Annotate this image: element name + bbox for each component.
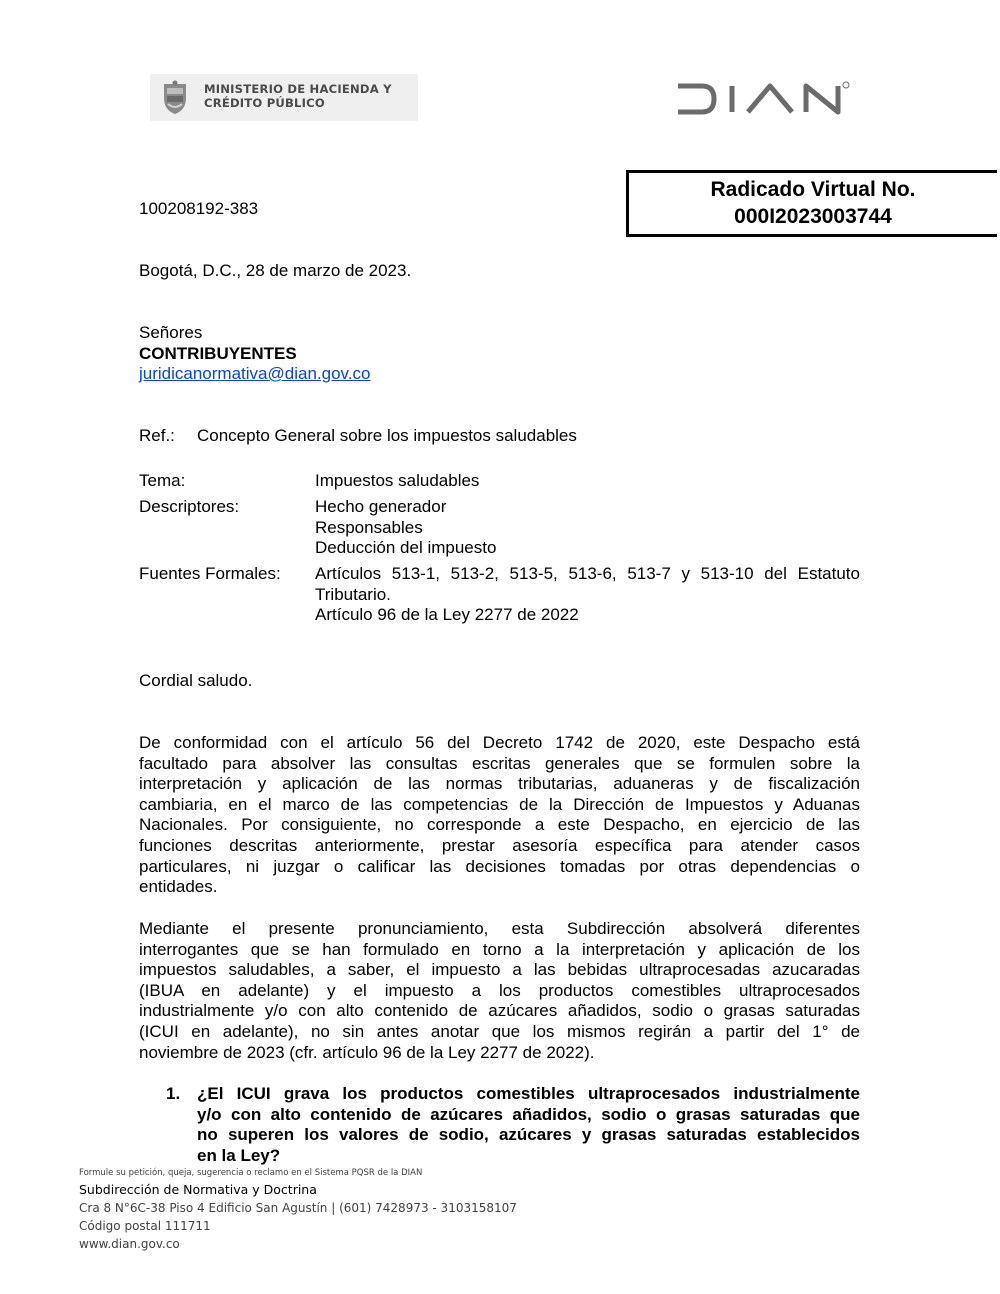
greeting: Cordial saludo. xyxy=(139,671,253,690)
ref-label: Ref.: xyxy=(139,426,175,445)
descriptor-item: Responsables xyxy=(315,518,423,537)
radicado-box xyxy=(626,170,997,237)
question-number: 1. xyxy=(166,1084,181,1103)
paragraph-line: Nacionales. Por consiguiente, no corresponde a este Despacho, en ejercicio de las xyxy=(139,815,860,835)
descriptor-item: Hecho generador xyxy=(315,497,447,516)
footer-office: Subdirección de Normativa y Doctrina xyxy=(79,1182,317,1197)
paragraph-line: entidades. xyxy=(139,877,218,897)
ministry-name-line1: MINISTERIO DE HACIENDA Y xyxy=(204,82,392,96)
ministry-logo xyxy=(150,74,418,121)
radicado-label: Radicado Virtual No. xyxy=(710,178,916,201)
descriptores-label: Descriptores: xyxy=(139,497,240,516)
footer-website-link[interactable]: www.dian.gov.co xyxy=(79,1237,180,1251)
ministry-name-line2: CRÉDITO PÚBLICO xyxy=(204,96,325,110)
reference-number: 100208192-383 xyxy=(139,199,259,218)
fuentes-line: Artículo 96 de la Ley 2277 de 2022 xyxy=(315,605,579,624)
date-line: Bogotá, D.C., 28 de marzo de 2023. xyxy=(139,261,412,280)
footer-postal: Código postal 111711 xyxy=(79,1219,211,1233)
recipient-salutation: Señores xyxy=(139,323,203,342)
paragraph-line: De conformidad con el artículo 56 del Decreto 1742 de 2020, este Despacho está xyxy=(139,733,860,752)
tema-value: Impuestos saludables xyxy=(315,471,480,490)
question-1 xyxy=(197,1084,860,1166)
fuentes-label: Fuentes Formales: xyxy=(139,564,281,583)
fuentes-line: Artículos 513-1, 513-2, 513-5, 513-6, 513-7 y 513-10 del Estatuto xyxy=(315,564,860,583)
paragraph-line: (ICUI en adelante), no sin antes anotar que los mismos regirán a partir del 1° de xyxy=(139,1021,860,1041)
paragraph-line: facultado para absolver las consultas escritas generales que se formulen sobre la xyxy=(139,753,860,773)
footer-pqsr-note: Formule su petición, queja, sugerencia o reclamo en el Sistema PQSR de la DIAN xyxy=(79,1168,423,1178)
fuentes-line: Tributario. xyxy=(315,585,391,604)
paragraph-line: interpretación y aplicación de las normas tributarias, aduaneras y de fiscalización xyxy=(139,774,860,794)
paragraph-line: interrogantes que se han formulado en torno a la interpretación y aplicación de los xyxy=(139,939,860,959)
question-line: no superen los valores de sodio, azúcares y grasas saturadas establecidos xyxy=(197,1125,860,1145)
question-line: ¿El ICUI grava los productos comestibles ultraprocesados industrialmente xyxy=(197,1084,860,1103)
paragraph-line: funciones descritas anteriormente, prestar asesoría específica para atender casos xyxy=(139,835,860,855)
question-line: y/o con alto contenido de azúcares añadidos, sodio o grasas saturadas que xyxy=(197,1104,860,1124)
footer-address: Cra 8 N°6C-38 Piso 4 Edificio San Agustín | (601) 7428973 - 3103158107 xyxy=(79,1201,517,1215)
paragraph-line: (IBUA en adelante) y el impuesto a los productos comestibles ultraprocesados xyxy=(139,980,860,1000)
tema-label: Tema: xyxy=(139,471,186,490)
paragraph-line: particulares, ni juzgar o calificar las decisiones tomadas por otras dependencias o xyxy=(139,856,860,876)
ref-text: Concepto General sobre los impuestos saludables xyxy=(197,426,577,445)
recipient-name: CONTRIBUYENTES xyxy=(139,344,297,363)
paragraph-line: cambiaria, en el marco de las competencias de la Dirección de Impuestos y Aduanas xyxy=(139,794,860,814)
question-line: en la Ley? xyxy=(197,1145,281,1165)
dian-logo xyxy=(674,80,854,118)
recipient-email-link[interactable]: juridicanormativa@dian.gov.co xyxy=(139,364,371,383)
paragraph-2 xyxy=(139,919,860,1063)
coat-of-arms-icon xyxy=(160,80,190,116)
paragraph-line: Mediante el presente pronunciamiento, esta Subdirección absolverá diferentes xyxy=(139,919,860,938)
paragraph-line: noviembre de 2023 (cfr. artículo 96 de la Ley 2277 de 2022). xyxy=(139,1042,595,1062)
descriptor-item: Deducción del impuesto xyxy=(315,538,497,557)
paragraph-line: industrialmente y/o con alto contenido de azúcares añadidos, sodio o grasas saturadas xyxy=(139,1001,860,1021)
paragraph-line: impuestos saludables, a saber, el impuesto a las bebidas ultraprocesadas azucaradas xyxy=(139,960,860,980)
radicado-number: 000I2023003744 xyxy=(734,205,892,228)
paragraph-1 xyxy=(139,733,860,898)
